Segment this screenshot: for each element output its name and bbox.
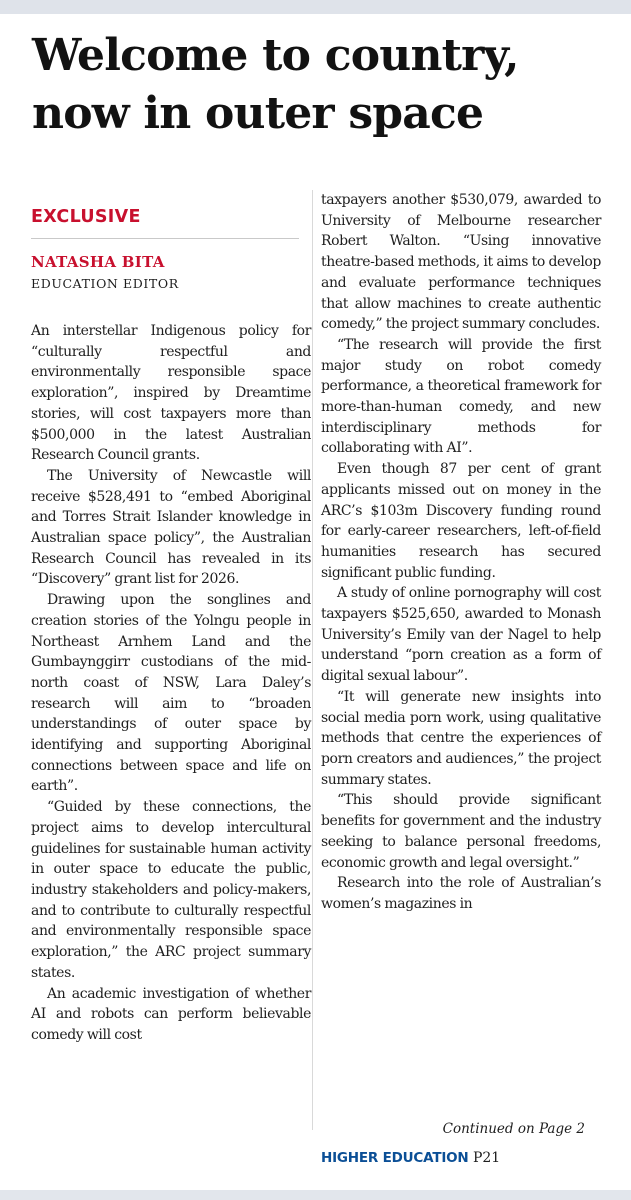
section-page: P21 — [472, 1150, 501, 1166]
byline-role: EDUCATION EDITOR — [31, 276, 179, 291]
kicker-exclusive: EXCLUSIVE — [31, 207, 141, 227]
article-paragraph: “This should provide significant benefits for government and the industry seeking to balance personal freedoms, economic growth and legal oversight.” — [321, 792, 601, 871]
byline-author: NATASHA BITA — [31, 253, 165, 271]
headline: Welcome to country, now in outer space — [32, 30, 519, 139]
right-column — [321, 190, 601, 915]
article-paragraph: taxpayers another $530,079, awarded to University of Melbourne researcher Robert Walton. “Using innovative theatre-based methods, it aims to develop and evaluate performance techniques that allow machines to create authentic comedy,” the project summary concludes. — [321, 192, 601, 333]
article-paragraph: An academic investigation of whether AI and robots can perform believable comedy will cost — [31, 985, 311, 1043]
bottom-scan-band — [0, 1190, 631, 1200]
article-paragraph: An interstellar Indigenous policy for “culturally respectful and environmentally responsible space exploration”, inspired by Dreamtime stories, will cost taxpayers more than $500,000 in the latest Australian Research Council grants. — [31, 323, 311, 464]
article-paragraph: Research into the role of Australian’s women’s magazines in — [321, 875, 601, 912]
continued-on-page: Continued on Page 2 — [442, 1121, 585, 1137]
section-name: HIGHER EDUCATION — [321, 1150, 469, 1166]
article-paragraph: “The research will provide the first major study on robot comedy performance, a theoretical framework for more-than-human comedy, and new interdisciplinary methods for collaborating with AI”. — [321, 336, 601, 457]
column-divider — [312, 190, 313, 1130]
section-reference — [321, 1150, 500, 1166]
article-paragraph: A study of online pornography will cost taxpayers $525,650, awarded to Monash University’s Emily van der Nagel to help understand “porn creation as a form of digital sexual labour”. — [321, 585, 601, 685]
article-paragraph: Drawing upon the songlines and creation stories of the Yolngu people in Northeast Arnhem Land and the Gumbaynggirr custodians of the mid-north coast of NSW, Lara Daley’s research will aim to “broaden understandings of outer space by identifying and supporting Aboriginal connections between space and life on earth”. — [31, 592, 311, 795]
article-paragraph: “Guided by these connections, the project aims to develop intercultural guidelines for sustainable human activity in outer space to educate the public, industry stakeholders and policy-makers, and to contribute to culturally respectful and environmentally responsible space exploration,” the ARC project summary states. — [31, 799, 311, 981]
article-paragraph: Even though 87 per cent of grant applicants missed out on money in the ARC’s $103m Discovery funding round for early-career researchers, left-of-field humanities research has secured significant public funding. — [321, 461, 601, 581]
article-paragraph: “It will generate new insights into social media porn work, using qualitative methods that centre the experiences of porn creators and audiences,” the project summary states. — [321, 688, 601, 788]
article-paragraph: The University of Newcastle will receive $528,491 to “embed Aboriginal and Torres Strait Islander knowledge in Australian space policy”, the Australian Research Council has revealed in its “Discovery” grant list for 2026. — [31, 467, 311, 588]
kicker-divider — [31, 238, 299, 239]
left-column — [31, 321, 311, 1046]
top-scan-band — [0, 0, 631, 14]
